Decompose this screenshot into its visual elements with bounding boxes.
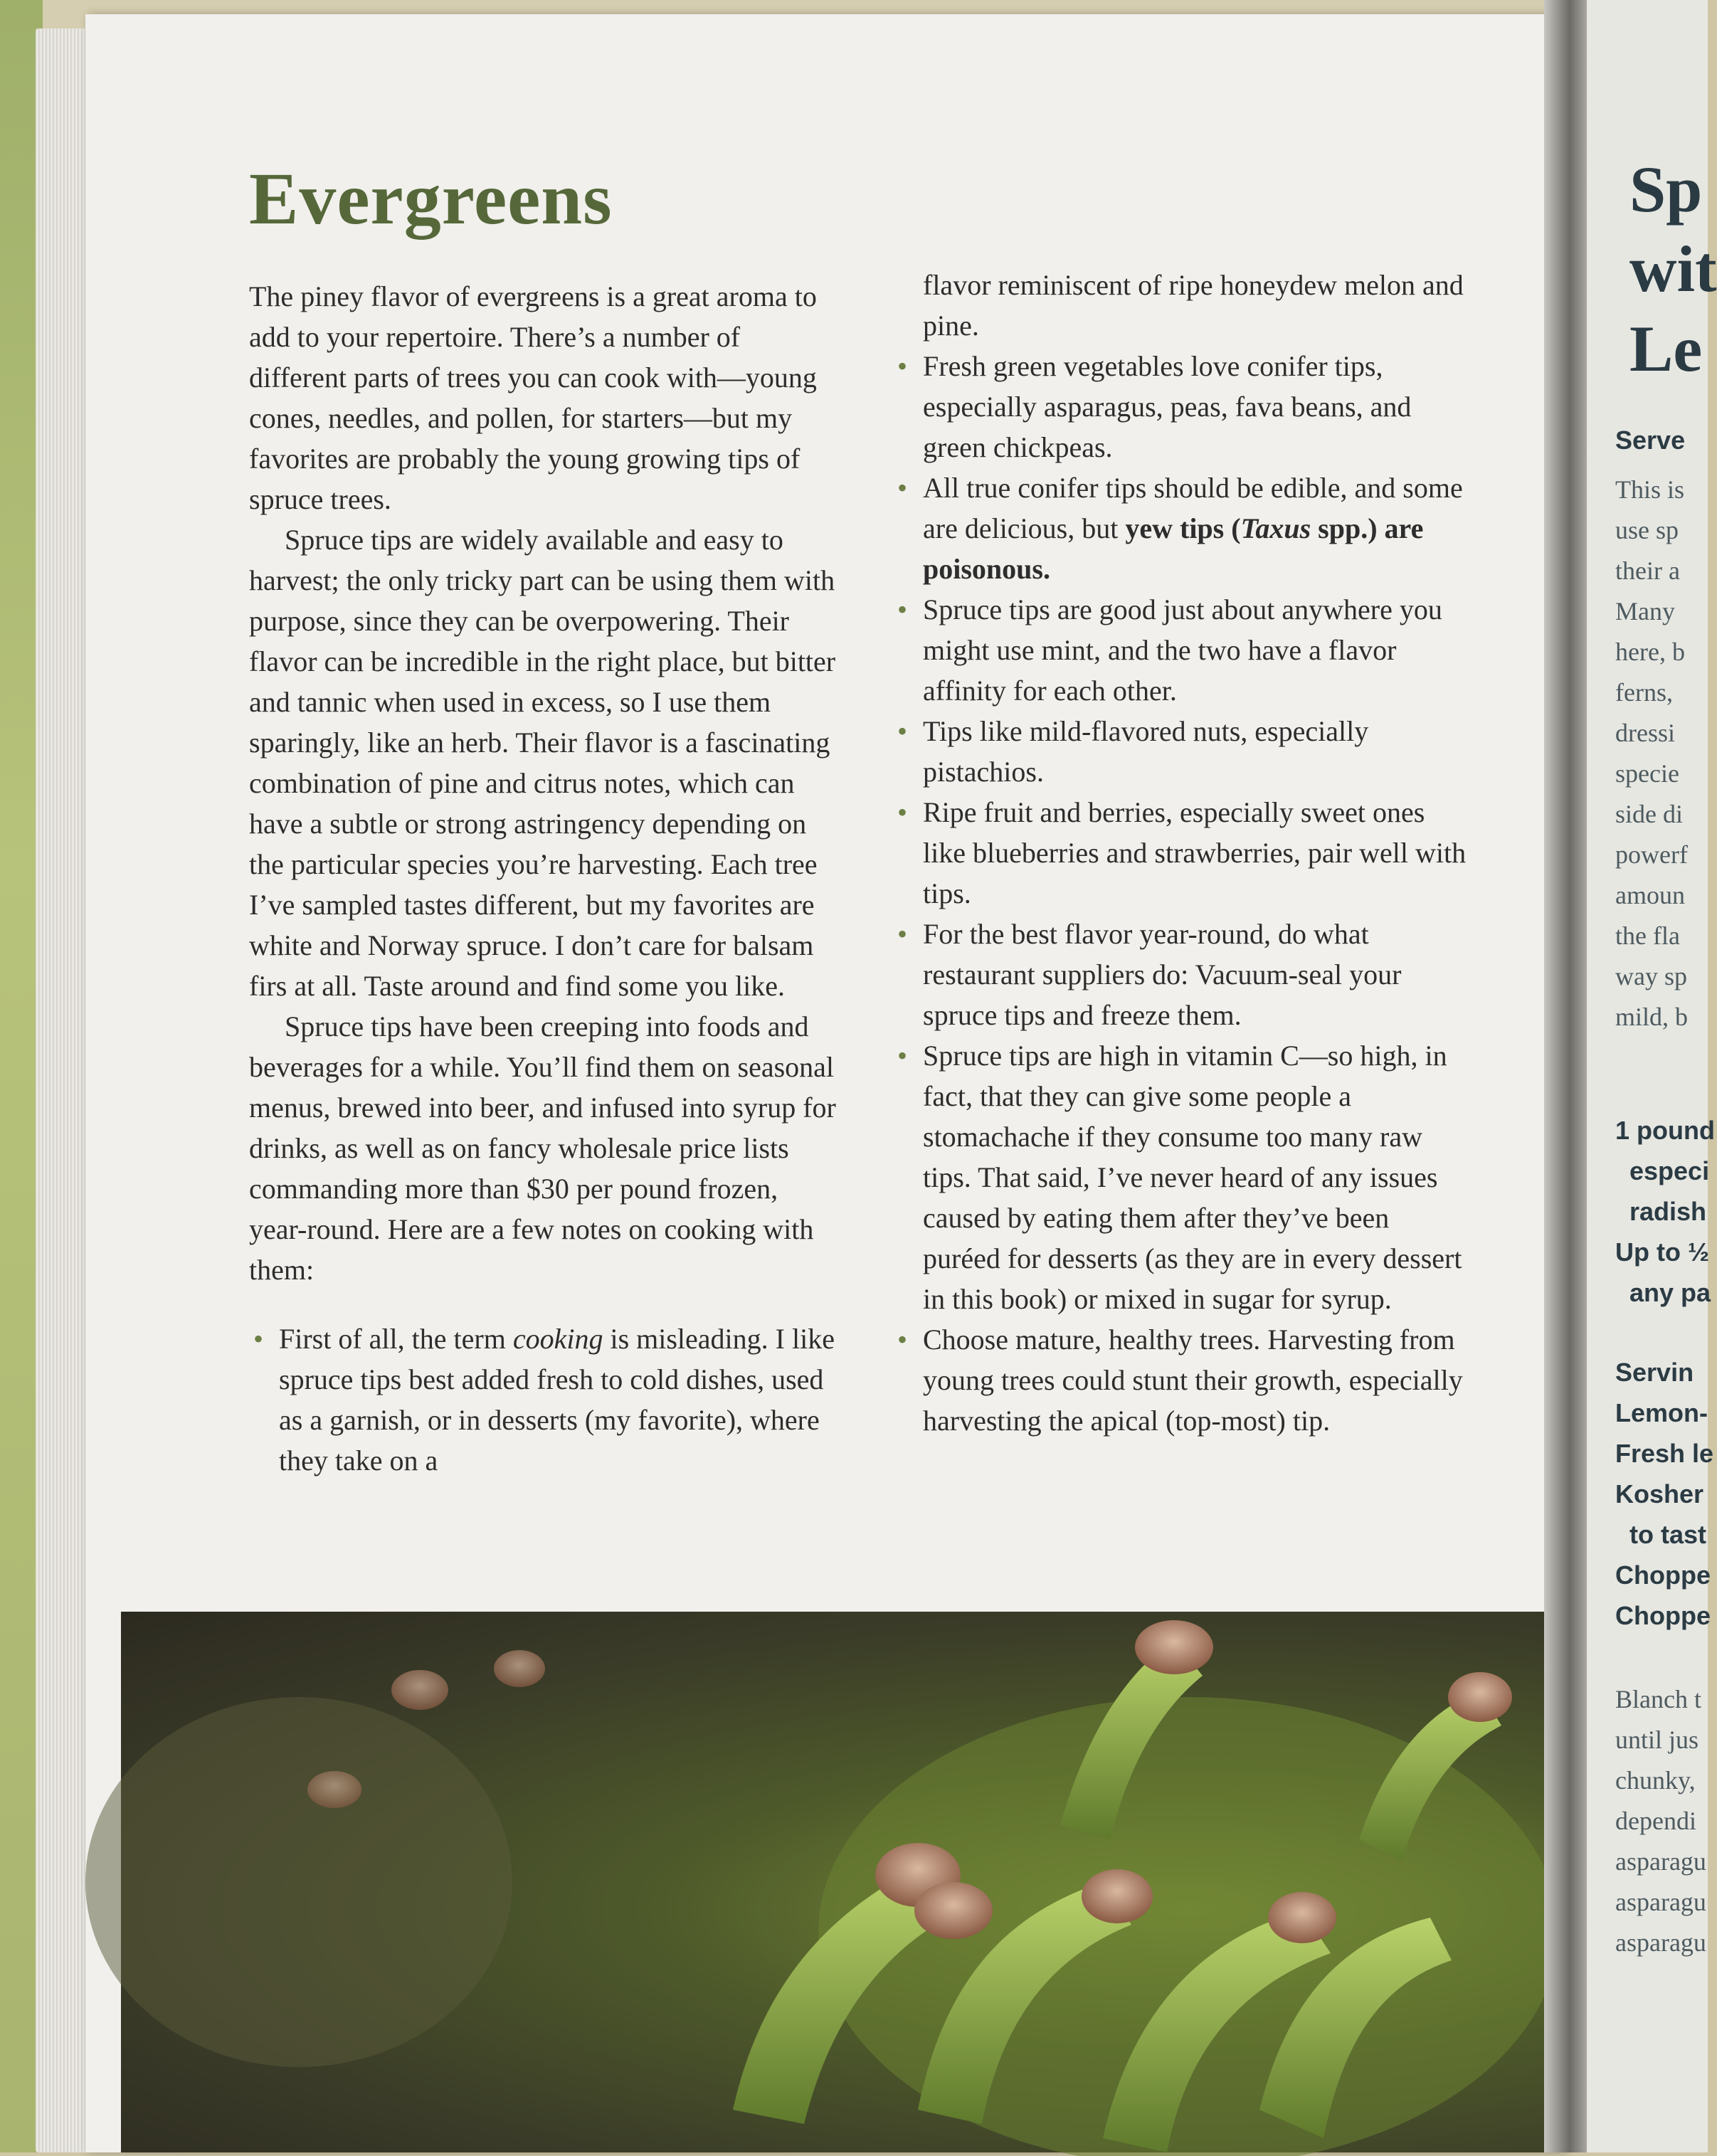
list-item: • For the best flavor year-round, do what restaurant suppliers do: Vacuum-seal your spruce tips and freeze them. xyxy=(893,914,1469,1035)
facing-page-body: This is use sp their a Many here, b ferns, dressi specie side di powerf amoun the fla way sp mild, b xyxy=(1615,475,1689,1031)
bullet-icon: • xyxy=(897,1040,908,1072)
spruce-branch-illustration xyxy=(121,1612,1544,2152)
bullet-icon: • xyxy=(897,472,908,504)
spruce-tips-photo xyxy=(121,1612,1544,2152)
list-item: • Choose mature, healthy trees. Harvesting from young trees could stunt their growth, especially harvesting the apical (top-most) tip. xyxy=(893,1319,1469,1441)
list-item: • Fresh green vegetables love conifer tips, especially asparagus, peas, fava beans, and green chickpeas. xyxy=(893,346,1469,467)
bullet-icon: • xyxy=(897,593,908,625)
book-gutter xyxy=(1544,0,1587,2152)
bullet-icon: • xyxy=(897,796,908,828)
bullet-continuation: flavor reminiscent of ripe honeydew melon and pine. xyxy=(923,269,1464,342)
left-column xyxy=(249,276,840,1481)
right-column xyxy=(893,265,1469,1441)
intro-paragraph: The piney flavor of evergreens is a great aroma to add to your repertoire. There’s a number of different parts of trees you can cook with—young cones, needles, and pollen, for starters—but my favorites are probably the young growing tips of spruce trees. xyxy=(249,280,817,515)
italic-term: cooking xyxy=(512,1323,603,1355)
notes-paragraph: Spruce tips have been creeping into foods and beverages for a while. You’ll find them on seasonal menus, brewed into beer, and infused into syrup for drinks, as well as on fancy wholesale price lists commanding more than $30 per pound frozen, year-round. Here are a few notes on cooking with them: xyxy=(249,1010,836,1286)
list-item-warning: • All true conifer tips should be edible, and some are delicious, but yew tips (Taxus spp.) are poisonous. xyxy=(893,467,1469,589)
bullet-icon: • xyxy=(897,350,908,382)
facing-page-method: Blanch t until jus chunky, dependi asparagu asparagu asparagu xyxy=(1615,1685,1706,1957)
facing-page-ingredients: 1 pound especi radish Up to ½ any pa xyxy=(1615,1116,1715,1307)
list-item: • Tips like mild-flavored nuts, especially pistachios. xyxy=(893,711,1469,792)
bullet-icon: • xyxy=(897,715,908,747)
notes-list-start xyxy=(249,1319,840,1481)
page-title: Evergreens xyxy=(249,158,613,240)
facing-page xyxy=(1587,0,1717,2152)
list-item: • Ripe fruit and berries, especially sweet ones like blueberries and strawberries, pair well with tips. xyxy=(893,792,1469,914)
warning-text: yew tips (Taxus spp.) are poisonous. xyxy=(923,512,1424,585)
bullet-icon: • xyxy=(897,918,908,950)
list-item: • First of all, the term cooking is misleading. I like spruce tips best added fresh to cold dishes, used as a garnish, or in desserts (my favorite), where they take on a xyxy=(249,1319,840,1481)
facing-page-serves: Serve xyxy=(1615,426,1686,455)
bullet-icon: • xyxy=(253,1323,264,1355)
spruce-paragraph: Spruce tips are widely available and easy to harvest; the only tricky part can be using them with purpose, since they can be overpowering. Their flavor can be incredible in the right place, but bitter and tannic when used in excess, so I use them sparingly, like an herb. Their flavor is a fascinating combination of pine and citrus notes, which can have a subtle or strong astringency depending on the particular species you’re harvesting. Each tree I’ve sampled tastes different, but my favorites are white and Norway spruce. I don’t care for balsam firs at all. Taste around and find some you like. xyxy=(249,524,836,1002)
bullet-icon: • xyxy=(897,1323,908,1356)
facing-page-serving: Servin Lemon- Fresh le Kosher to tast Choppe Choppe xyxy=(1615,1358,1714,1630)
list-item: • Spruce tips are high in vitamin C—so high, in fact, that they can give some people a stomachache if they consume too many raw tips. That said, I’ve never heard of any issues caused by eating them after they’ve been puréed for desserts (as they are in every dessert in this book) or mixed in sugar for syrup. xyxy=(893,1035,1469,1319)
facing-page-title: Sp wit Le xyxy=(1629,153,1717,385)
list-item: • Spruce tips are good just about anywhere you might use mint, and the two have a flavor affinity for each other. xyxy=(893,589,1469,711)
notes-list xyxy=(893,346,1469,1441)
